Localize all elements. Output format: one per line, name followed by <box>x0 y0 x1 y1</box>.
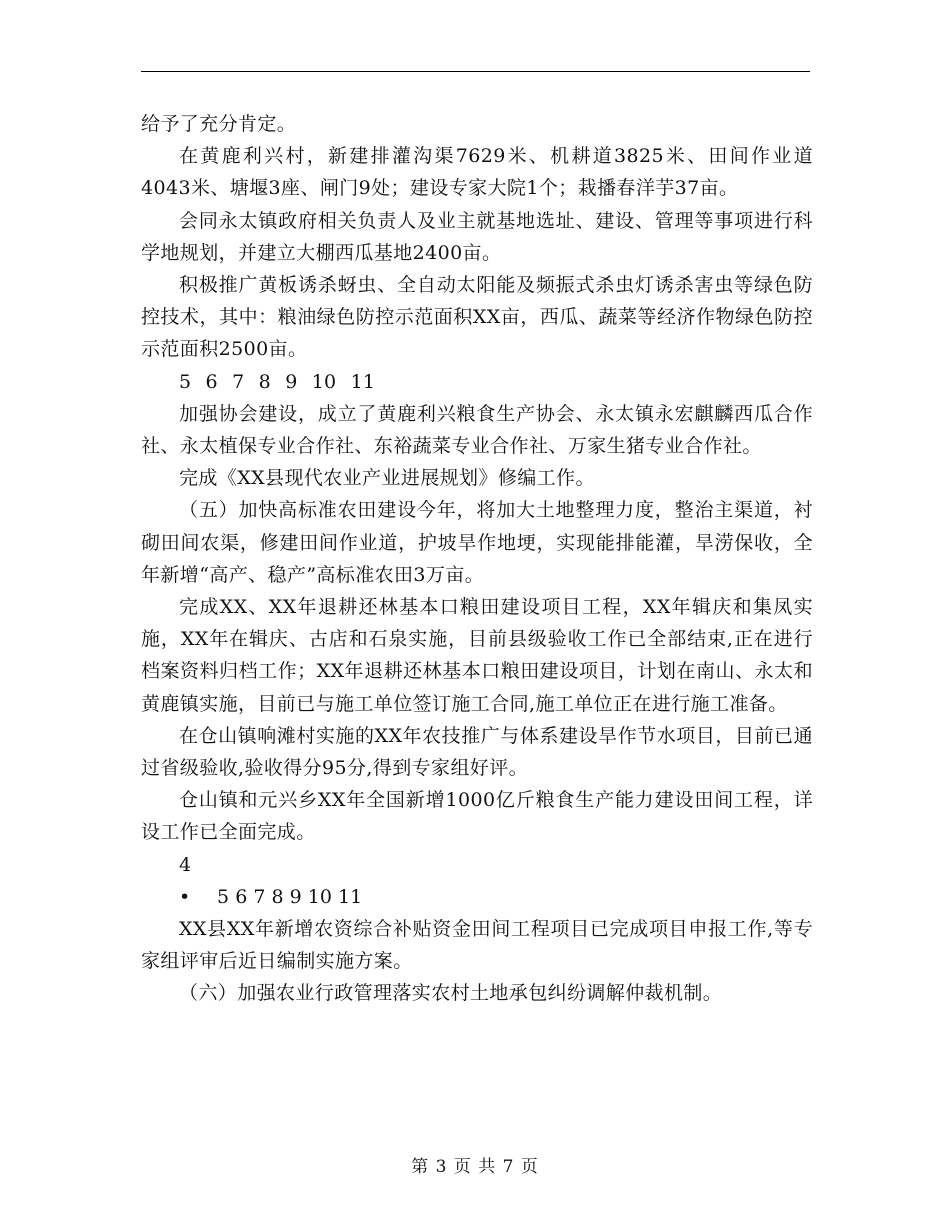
number: 6 <box>205 370 218 393</box>
number: 10 <box>307 885 332 908</box>
number: 8 <box>258 370 271 393</box>
bullet-number-line <box>141 881 813 913</box>
paragraph: 完成XX、XX年退耕还林基本口粮田建设项目工程，XX年辑庆和集凤实施，XX年在辑庆、古店和石泉实施，目前县级验收工作已全部结束,正在进行档案资料归档工作；XX年退耕还林基本口粮田建设项目，计划在南山、永太和黄鹿镇实施，目前已与施工单位签订施工合同,施工单位正在进行施工准备。 <box>141 596 813 715</box>
number: 8 <box>271 885 284 908</box>
number: 4 <box>179 853 192 876</box>
page-footer: 第 3 页 共 7 页 <box>411 1157 539 1177</box>
paragraph: 加强协会建设，成立了黄鹿利兴粮食生产协会、永太镇永宏麒麟西瓜合作社、永太植保专业合作社、东裕蔬菜专业合作社、万家生猪专业合作社。 <box>141 402 813 458</box>
header-rule <box>141 71 810 72</box>
number: 11 <box>350 370 376 393</box>
paragraph: 给予了充分肯定。 <box>141 113 297 135</box>
number: 11 <box>337 885 363 908</box>
number: 5 <box>217 885 230 908</box>
document-body <box>141 108 813 1010</box>
number: 7 <box>232 370 245 393</box>
number: 9 <box>289 885 302 908</box>
paragraph: XX县XX年新增农资综合补贴资金田间工程项目已完成项目申报工作,等专家组评审后近日编制实施方案。 <box>141 918 813 973</box>
number: 10 <box>311 370 337 393</box>
section-heading-paragraph: （六）加强农业行政管理落实农村土地承包纠纷调解仲裁机制。 <box>179 982 723 1005</box>
bullet-icon: • <box>179 885 191 908</box>
paragraph: 在黄鹿利兴村，新建排灌沟渠7629米、机耕道3825米、田间作业道4043米、塘堰3座、闸门9处；建设专家大院1个；栽播春洋芋37亩。 <box>141 145 813 200</box>
paragraph: 会同永太镇政府相关负责人及业主就基地选址、建设、管理等事项进行科学地规划，并建立大棚西瓜基地2400亩。 <box>141 209 813 264</box>
paragraph: 在仓山镇响滩村实施的XX年农技推广与体系建设旱作节水项目，目前已通过省级验收,验收得分95分,得到专家组好评。 <box>141 724 813 780</box>
number-line-single <box>141 849 813 881</box>
paragraph: 完成《XX县现代农业产业进展规划》修编工作。 <box>179 467 595 490</box>
section-heading-paragraph: （五）加快高标准农田建设今年，将加大土地整理力度，整治主渠道，衬砌田间农渠，修建田间作业道，护坡旱作地埂，实现能排能灌，旱涝保收，全年新增“高产、稳产”高标准农田3万亩。 <box>141 499 813 586</box>
number: 7 <box>253 885 266 908</box>
number: 5 <box>179 370 192 393</box>
number-line <box>141 366 813 398</box>
paragraph: 积极推广黄板诱杀蚜虫、全自动太阳能及频振式杀虫灯诱杀害虫等绿色防控技术，其中：粮油绿色防控示范面积XX亩，西瓜、蔬菜等经济作物绿色防控示范面积2500亩。 <box>141 274 813 361</box>
number: 9 <box>285 370 298 393</box>
paragraph: 仓山镇和元兴乡XX年全国新增1000亿斤粮食生产能力建设田间工程，详设工作已全面完成。 <box>141 789 813 844</box>
number: 6 <box>235 885 248 908</box>
